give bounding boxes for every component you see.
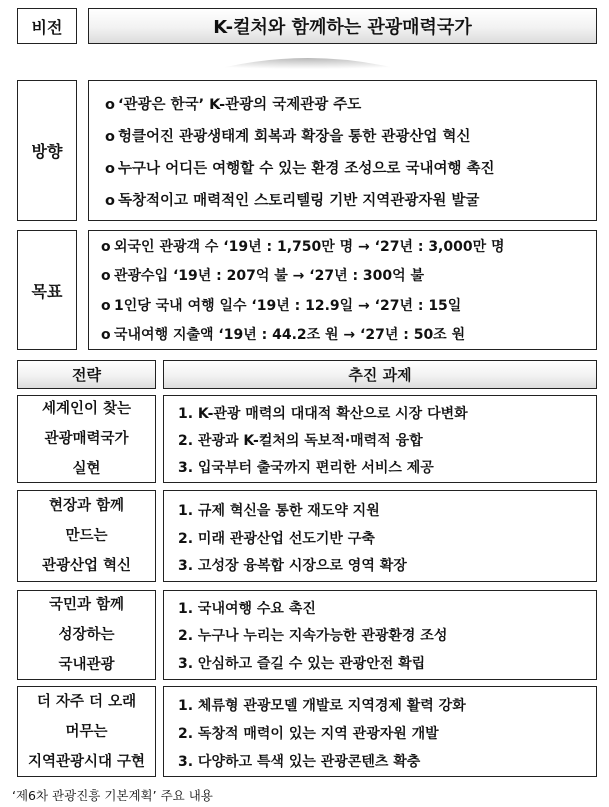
direction-item-text: 누구나 어디든 여행할 수 있는 환경 조성으로 국내여행 촉진 (118, 161, 495, 177)
tasks-header-text: 추진 과제 (348, 366, 412, 384)
goal-item-text: 1인당 국내 여행 일수 ‘19년 : 12.9일 → ‘27년 : 15일 (114, 298, 462, 314)
strategy-line: 국내관광 (58, 657, 115, 673)
strategy-box (17, 395, 156, 483)
goals-label-text: 목표 (31, 281, 63, 301)
direction-box (88, 80, 597, 221)
vision-label-text: 비전 (31, 17, 63, 37)
direction-item (105, 93, 361, 114)
bullet-icon: o (101, 239, 111, 255)
figure-caption: ‘제6차 관광진흥 기본계획’ 주요 내용 (12, 788, 213, 803)
strategy-line: 실현 (72, 461, 101, 477)
task-item: 2. 독창적 매력이 있는 지역 관광자원 개발 (178, 726, 439, 742)
task-item: 2. 관광과 K-컬처의 독보적·매력적 융합 (178, 433, 423, 449)
bullet-icon: o (105, 97, 115, 113)
strategy-line: 국민과 함께 (48, 597, 125, 613)
arrow-glow-icon (188, 46, 428, 76)
goal-item (101, 236, 505, 256)
goal-item-text: 관광수입 ‘19년 : 207억 불 → ‘27년 : 300억 불 (114, 268, 425, 284)
direction-label (17, 80, 77, 221)
strategy-box (17, 490, 156, 582)
bullet-icon: o (105, 161, 115, 177)
tasks-header (163, 360, 597, 389)
goal-item (101, 295, 461, 315)
goal-item (101, 265, 424, 285)
direction-item-text: ‘관광은 한국’ K-관광의 국제관광 주도 (118, 97, 362, 113)
direction-item (105, 189, 479, 210)
strategy-header-text: 전략 (72, 366, 101, 384)
tasks-box (163, 395, 597, 483)
direction-item-text: 헝클어진 관광생태계 회복과 확장을 통한 관광산업 혁신 (118, 129, 471, 145)
task-item: 1. 국내여행 수요 촉진 (178, 601, 316, 617)
task-item: 1. 규제 혁신을 통한 재도약 지원 (178, 503, 380, 519)
vision-label (17, 8, 77, 44)
goals-label (17, 230, 77, 350)
task-item: 3. 다양하고 특색 있는 관광콘텐츠 확충 (178, 754, 421, 770)
vision-title-box (88, 8, 597, 44)
strategy-line: 더 자주 더 오래 (36, 693, 137, 710)
task-item: 1. 체류형 관광모델 개발로 지역경제 활력 강화 (178, 698, 466, 714)
task-item: 2. 누구나 누리는 지속가능한 관광환경 조성 (178, 628, 448, 644)
strategy-line: 성장하는 (58, 627, 115, 643)
bullet-icon: o (101, 327, 111, 343)
strategy-header (17, 360, 156, 389)
strategy-line: 지역관광시대 구현 (27, 753, 146, 770)
goal-item-text: 국내여행 지출액 ‘19년 : 44.2조 원 → ‘27년 : 50조 원 (114, 327, 466, 343)
task-item: 3. 고성장 융복합 시장으로 영역 확장 (178, 558, 407, 574)
strategy-line: 머무는 (65, 723, 108, 740)
tasks-box (163, 590, 597, 680)
goal-item-text: 외국인 관광객 수 ‘19년 : 1,750만 명 → ‘27년 : 3,000만 명 (114, 239, 505, 255)
strategy-box (17, 590, 156, 680)
task-item: 1. K-관광 매력의 대대적 확산으로 시장 다변화 (178, 406, 468, 422)
strategy-box (17, 686, 156, 777)
goal-item (101, 324, 465, 344)
vision-title: K-컬처와 함께하는 관광매력국가 (213, 17, 472, 38)
strategy-line: 관광매력국가 (44, 431, 129, 447)
strategy-line: 관광산업 혁신 (41, 558, 132, 574)
direction-label-text: 방향 (31, 142, 63, 161)
strategy-line: 만드는 (65, 528, 108, 544)
bullet-icon: o (105, 193, 115, 209)
task-item: 3. 안심하고 즐길 수 있는 관광안전 확립 (178, 656, 426, 672)
direction-item (105, 125, 470, 146)
direction-item-text: 독창적이고 매력적인 스토리텔링 기반 지역관광자원 발굴 (118, 193, 480, 209)
direction-item (105, 157, 495, 178)
tasks-box (163, 490, 597, 582)
bullet-icon: o (101, 298, 111, 314)
strategy-line: 현장과 함께 (48, 498, 125, 514)
bullet-icon: o (105, 129, 115, 145)
strategy-line: 세계인이 찾는 (41, 401, 132, 417)
bullet-icon: o (101, 268, 111, 284)
tasks-box (163, 686, 597, 777)
goals-box (88, 230, 597, 350)
task-item: 3. 입국부터 출국까지 편리한 서비스 제공 (178, 460, 434, 476)
task-item: 2. 미래 관광산업 선도기반 구축 (178, 531, 375, 547)
